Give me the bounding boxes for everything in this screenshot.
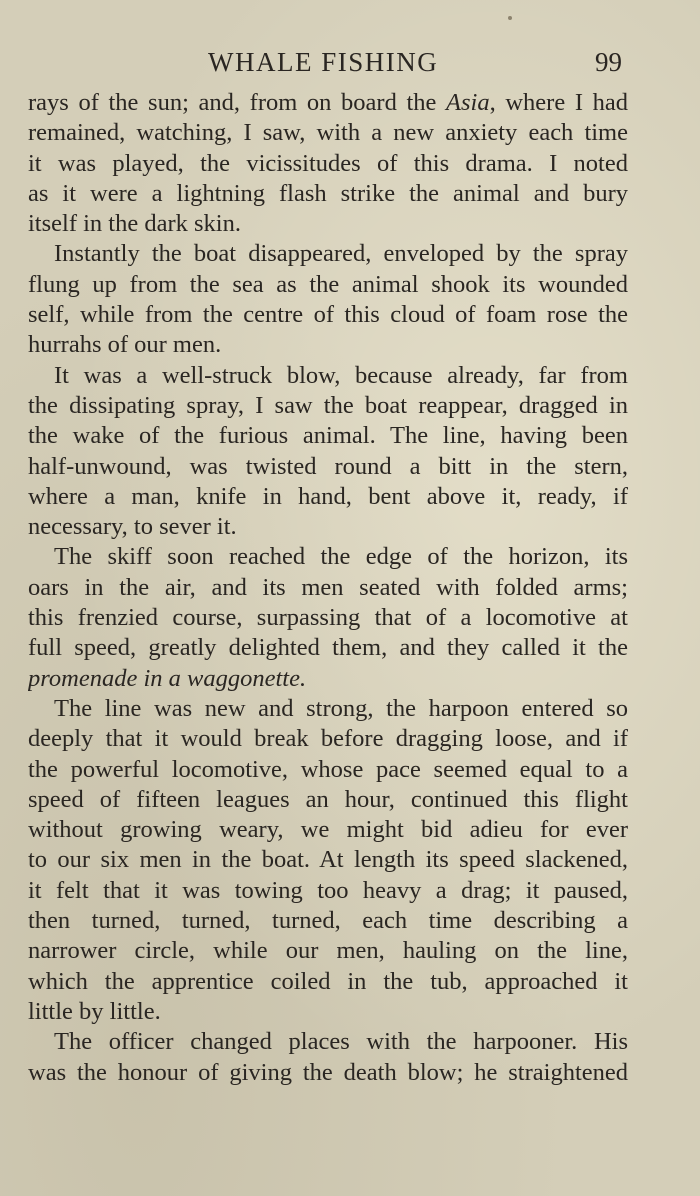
text-line: then turned, turned, turned, each time describing a: [28, 907, 628, 935]
running-head: [0, 44, 700, 80]
text-line: remained, watching, I saw, with a new anxiety each time: [28, 119, 628, 147]
text-line: the dissipating spray, I saw the boat reappear, dragged in: [28, 391, 628, 419]
text-line: it felt that it was towing too heavy a drag; it paused,: [28, 876, 628, 904]
text-line: oars in the air, and its men seated with folded arms;: [28, 573, 628, 601]
text-line: narrower circle, while our men, hauling on the line,: [28, 937, 628, 965]
text-line: the wake of the furious animal. The line, having been: [28, 422, 628, 450]
text-line: half-unwound, was twisted round a bitt in the stern,: [28, 452, 628, 480]
paragraph-start: The officer changed places with the harpooner. His: [54, 1028, 628, 1056]
ship-name: Asia: [446, 89, 490, 116]
paragraph-start: It was a well-struck blow, because already, far from: [54, 361, 628, 389]
text-line: speed of fifteen leagues an hour, continued this flight: [28, 785, 628, 813]
text-line: itself in the dark skin.: [28, 210, 241, 238]
page-number: 99: [595, 47, 622, 77]
text-line: as it were a lightning flash strike the animal and bury: [28, 179, 628, 207]
text-line: rays of the sun; and, from on board the Asia, where I had: [28, 89, 628, 116]
text-line: was the honour of giving the death blow; he straightened: [28, 1058, 628, 1086]
running-title: WHALE FISHING: [208, 47, 439, 77]
text-line: without growing weary, we might bid adieu for ever: [28, 816, 628, 844]
text-line: to our six men in the boat. At length its speed slackened,: [28, 846, 628, 874]
text-line: hurrahs of our men.: [28, 331, 222, 359]
text-line: flung up from the sea as the animal shook its wounded: [28, 270, 628, 298]
text-line: little by little.: [28, 997, 161, 1025]
text-line: necessary, to sever it.: [28, 513, 237, 541]
text-line: which the apprentice coiled in the tub, approached it: [28, 967, 628, 995]
paragraph-start: Instantly the boat disappeared, enveloped by the spray: [54, 240, 628, 268]
paragraph-start: The skiff soon reached the edge of the horizon, its: [54, 543, 628, 571]
text-line: deeply that it would break before dragging loose, and if: [28, 725, 628, 753]
text-line: self, while from the centre of this cloud of foam rose the: [28, 301, 628, 329]
body-text: [28, 88, 628, 1088]
text-line: where a man, knife in hand, bent above it, ready, if: [28, 482, 628, 510]
text-line: it was played, the vicissitudes of this drama. I noted: [28, 149, 628, 177]
italic-phrase: promenade in a waggonette.: [28, 664, 307, 692]
paper-speck: [508, 16, 512, 20]
paragraph-start: The line was new and strong, the harpoon entered so: [54, 694, 628, 722]
text-line: this frenzied course, surpassing that of a locomotive at: [28, 604, 628, 632]
text-line: full speed, greatly delighted them, and they called it the: [28, 634, 628, 662]
text-line: the powerful locomotive, whose pace seemed equal to a: [28, 755, 628, 783]
